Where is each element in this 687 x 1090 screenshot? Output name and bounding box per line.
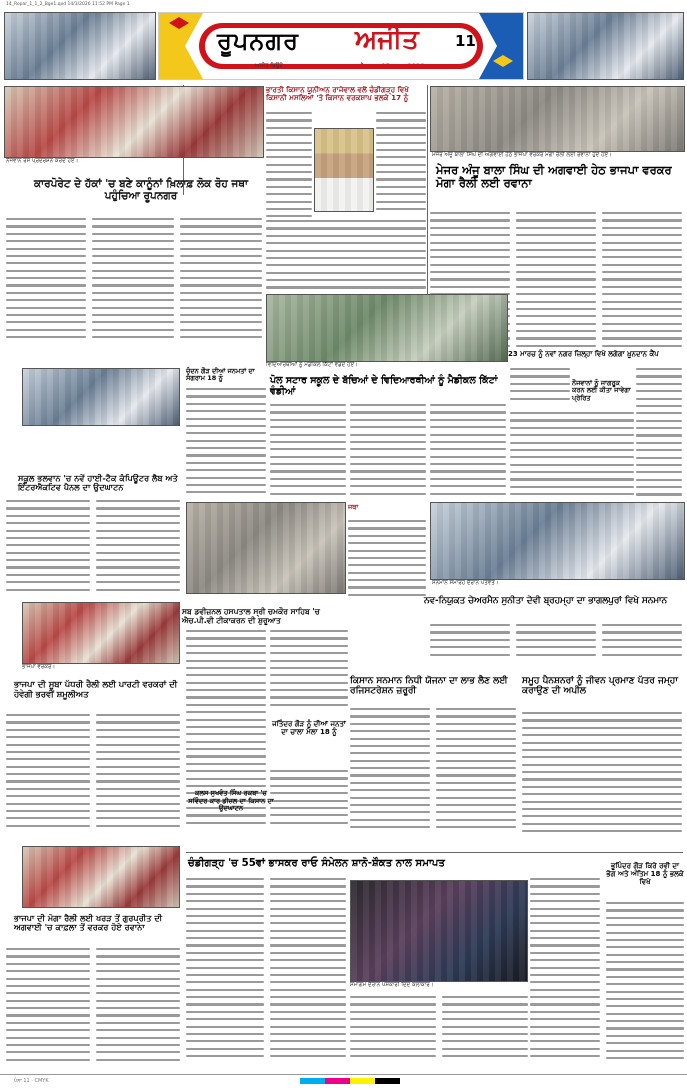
headline-bku: ਭਾਰਤੀ ਕਿਸਾਨ ਯੂਨੀਅਨ ਰਾਜੇਵਾਲ ਵਲੋਂ ਚੰਡੀਗੜ੍ਹ ਵਿਖੇ ਕਿਸਾਨੀ ਮਸਲਿਆਂ 'ਤੇ ਕਿਸਾਨ ਵਰਕਸ਼ਾਪ ਭਲਕੇ 17 ਨੂੰ — [266, 85, 409, 103]
headline-corporate: ਕਾਰਪੋਰੇਟ ਦੇ ਹੱਕਾਂ 'ਚ ਬਣੇ ਕਾਨੂੰਨਾਂ ਖ਼ਿਲਾਫ਼ ਲੋਕ ਰੋਹ ਜਥਾ ਪਹੁੰਚਿਆ ਰੂਪਨਗਰ — [33, 178, 249, 203]
masthead-subtitle: ਅਜੀਤ ਬਿਊਰੋ — [255, 63, 283, 69]
photo-bhaskar-stage — [350, 880, 528, 982]
headline-stafflist: 23 ਮਾਰਚ ਨੂੰ ਨਵਾਂ ਨਗਰ ਜ਼ਿਲ੍ਹਾ ਵਿਖੇ ਲਗੇਗਾ ਖ਼ੂਨਦਾਨ ਕੈਂਪ — [508, 350, 659, 358]
headline-jatha: ਜਤਿੰਦਰ ਗੌੜ ਨੂੰ ਦੀਆਂ ਜਨਤਾਂ ਦਾ ਚਾਲਾ ਮੇਲਾ 18 ਨੂੰ — [272, 720, 346, 737]
caption-bhaskar-stage: ਸਮਾਗਮ ਦੌਰਾਨ ਪੇਸ਼ਕਾਰੀ ਦਿੰਦੇ ਕਲਾਕਾਰ। — [350, 982, 434, 988]
headline-jatha-small: ਜਥਾ — [348, 503, 359, 511]
photo-bjp-workers — [430, 86, 685, 152]
headline-clinic: ਕਲਸ ਸੁਖਵੰਤ ਸਿੰਘ ਰਕਬਾ 'ਚ ਸਵਿੰਦਰ ਕਾਰ ਡੀਜ਼ਲ ਦਾ ਕਿਸਾਨ ਦਾ ਉਦਘਾਟਨ — [188, 789, 274, 813]
caption-pensioner: ਸਨਮਾਨ ਸਮਾਰੋਹ ਦੌਰਾਨ ਪਤਵੰਤੇ। — [432, 580, 499, 586]
page-number: 11 — [455, 32, 476, 50]
headline-pension: ਸਮੂਹ ਪੈਨਸ਼ਨਰਾਂ ਨੂੰ ਜੀਵਨ ਪ੍ਰਮਾਣ ਪੱਤਰ ਜਮ੍ਹਾ ਕਰਾਉਣ ਦੀ ਅਪੀਲ — [522, 676, 678, 697]
photo-school-group — [266, 294, 508, 362]
masthead-banner — [158, 12, 524, 80]
masthead-title-right: ਅਜੀਤ — [355, 25, 419, 55]
caption-bjp-rally: ਭਾਜਪਾ ਵਰਕਰ। — [22, 664, 56, 670]
headline-kisan: ਕਿਸਾਨ ਸਨਮਾਨ ਨਿਧੀ ਯੋਜਨਾ ਦਾ ਲਾਭ ਲੈਣ ਲਈ ਰਜਿਸਟਰੇਸ਼ਨ ਜ਼ਰੂਰੀ — [350, 676, 508, 697]
caption-protest: ਨੌਜਵਾਨ ਰੋਸ ਪ੍ਰਦਰਸ਼ਨ ਕਰਦੇ ਹੋਏ। — [6, 158, 79, 164]
headline-pensioner: ਨਵ-ਨਿਯੁਕਤ ਚੇਅਰਮੈਨ ਸੁਨੀਤਾ ਦੇਵੀ ਬ੍ਰਹਮ੍ਹਾ ਦਾ ਭਾਗਲਪੁਰਾਂ ਵਿਖੇ ਸਨਮਾਨ — [424, 596, 667, 606]
masthead-left-photo — [4, 12, 156, 80]
masthead-right-photo — [527, 12, 684, 80]
headline-womenday: ਚੰਦਨ ਗੌੜ ਦੀਆਂ ਜਨਮਤਾਂ ਦਾ ਸੰਗਰਾਮ 18 ਨੂੰ — [186, 367, 255, 383]
print-info-line: 14_Ropar_1_1_2_Bge1.qxd 14/3/2026 11:52 PM Page 1 — [6, 2, 130, 7]
photo-computer-lab — [22, 368, 180, 426]
photo-bjp-rally — [22, 602, 180, 664]
photo-moga-rally — [22, 846, 180, 908]
headline-major: ਮੇਜਰ ਅੰਜੂ ਬਾਲਾ ਸਿੰਘ ਦੀ ਅਗਵਾਈ ਹੇਠ ਭਾਜਪਾ ਵਰਕਰ ਮੋਗਾ ਰੈਲੀ ਲਈ ਰਵਾਨਾ — [436, 163, 672, 191]
headline-right-bottom: ਭੂਪਿੰਦਰ ਗੌੜ ਕਿਰੇ ਰਵੀ ਦਾ ਭੋਗ ਅਤੇ ਅੰਤਿਮ 18 ਨੂੰ ਭਲਕੇ ਵਿਖੇ — [606, 862, 684, 887]
footer-strip-text: ਪੰਨਾ 11 · CMYK — [14, 1078, 49, 1084]
headline-moga: ਭਾਜਪਾ ਦੀ ਮੋਗਾ ਰੈਲੀ ਲਈ ਖਰੜ ਤੋਂ ਗੁਰਪ੍ਰੀਤ ਦੀ ਅਗਵਾਈ 'ਚ ਕਾਫ਼ਲਾ ਤੋਂ ਵਰਕਰ ਹੋਏ ਰਵਾਨਾ — [14, 913, 163, 933]
masthead-title-left: ਰੂਪਨਗਰ — [217, 27, 299, 55]
masthead — [0, 10, 687, 80]
headline-pole: ਪੋਲ ਸਟਾਰ ਸਕੂਲ ਦੇ ਬੱਚਿਆਂ ਦੇ ਵਿਦਿਆਰਥੀਆਂ ਨੂੰ ਮੈਡੀਕਲ ਕਿੱਟਾਂ ਵੰਡੀਆਂ — [270, 375, 498, 397]
photo-protest — [4, 86, 264, 158]
headline-sub: ਸਬ ਡਵੀਜ਼ਨਲ ਹਸਪਤਾਲ ਸ੍ਰੀ ਚਮਕੌਰ ਸਾਹਿਬ 'ਚ ਐਚ.ਪੀ.ਵੀ ਟੀਕਾਕਰਨ ਦੀ ਸ਼ੁਰੂਆਤ — [182, 607, 320, 625]
photo-hospital — [186, 502, 346, 594]
headline-bhaskar: ਚੰਡੀਗੜ੍ਹ 'ਚ 55ਵਾਂ ਭਾਸਕਰ ਰਾਓ ਸੰਮੇਲਨ ਸ਼ਾਨੋ-ਸ਼ੌਕਤ ਨਾਲ ਸਮਾਪਤ — [188, 858, 446, 869]
caption-school-group: ਵਿਦਿਆਰਥੀਆਂ ਨੂੰ ਮੈਡੀਕਲ ਕਿੱਟਾਂ ਵੰਡਦੇ ਹੋਏ। — [266, 362, 358, 368]
masthead-date: ਐਤਵਾਰ, 15 ਮਾਰਚ 2026 — [359, 63, 425, 70]
photo-pensioner — [430, 502, 685, 580]
headline-youth: ਨੌਜਵਾਨਾਂ ਨੂੰ ਜਾਗਰੂਕ ਕਰਨ ਲਈ ਕੀਤਾ ਜਾਵੇਗਾ ਪ੍ਰੇਰਿਤ — [572, 379, 631, 402]
color-bar — [300, 1078, 400, 1084]
photo-portrait — [314, 128, 374, 212]
headline-school: ਸਕੂਲ ਭਲਵਾਨ 'ਚ ਨਵੇਂ ਹਾਈ-ਟੈਕ ਕੰਪਿਊਟਰ ਲੈਬ ਅਤੇ ਇੰਟਰਐਕਟਿਵ ਪੈਨਲ ਦਾ ਉਦਘਾਟਨ — [18, 473, 178, 493]
caption-bjp-workers: ਮੇਜਰ ਅੰਜੂ ਬਾਲਾ ਸਿੰਘ ਦੀ ਅਗਵਾਈ ਹੇਠ ਭਾਜਪਾ ਵਰਕਰ ਮੋਗਾ ਰੈਲੀ ਲਈ ਰਵਾਨਾ ਹੁੰਦੇ ਹੋਏ। — [432, 152, 612, 158]
footer-strip — [0, 1074, 687, 1090]
headline-bjp: ਭਾਜਪਾ ਦੀ ਸੂਬਾ ਪੱਧਰੀ ਰੈਲੀ ਲਈ ਪਾਰਟੀ ਵਰਕਰਾਂ ਦੀ ਹੋਵੇਗੀ ਭਰਵੀਂ ਸ਼ਮੂਲੀਅਤ — [14, 679, 178, 699]
